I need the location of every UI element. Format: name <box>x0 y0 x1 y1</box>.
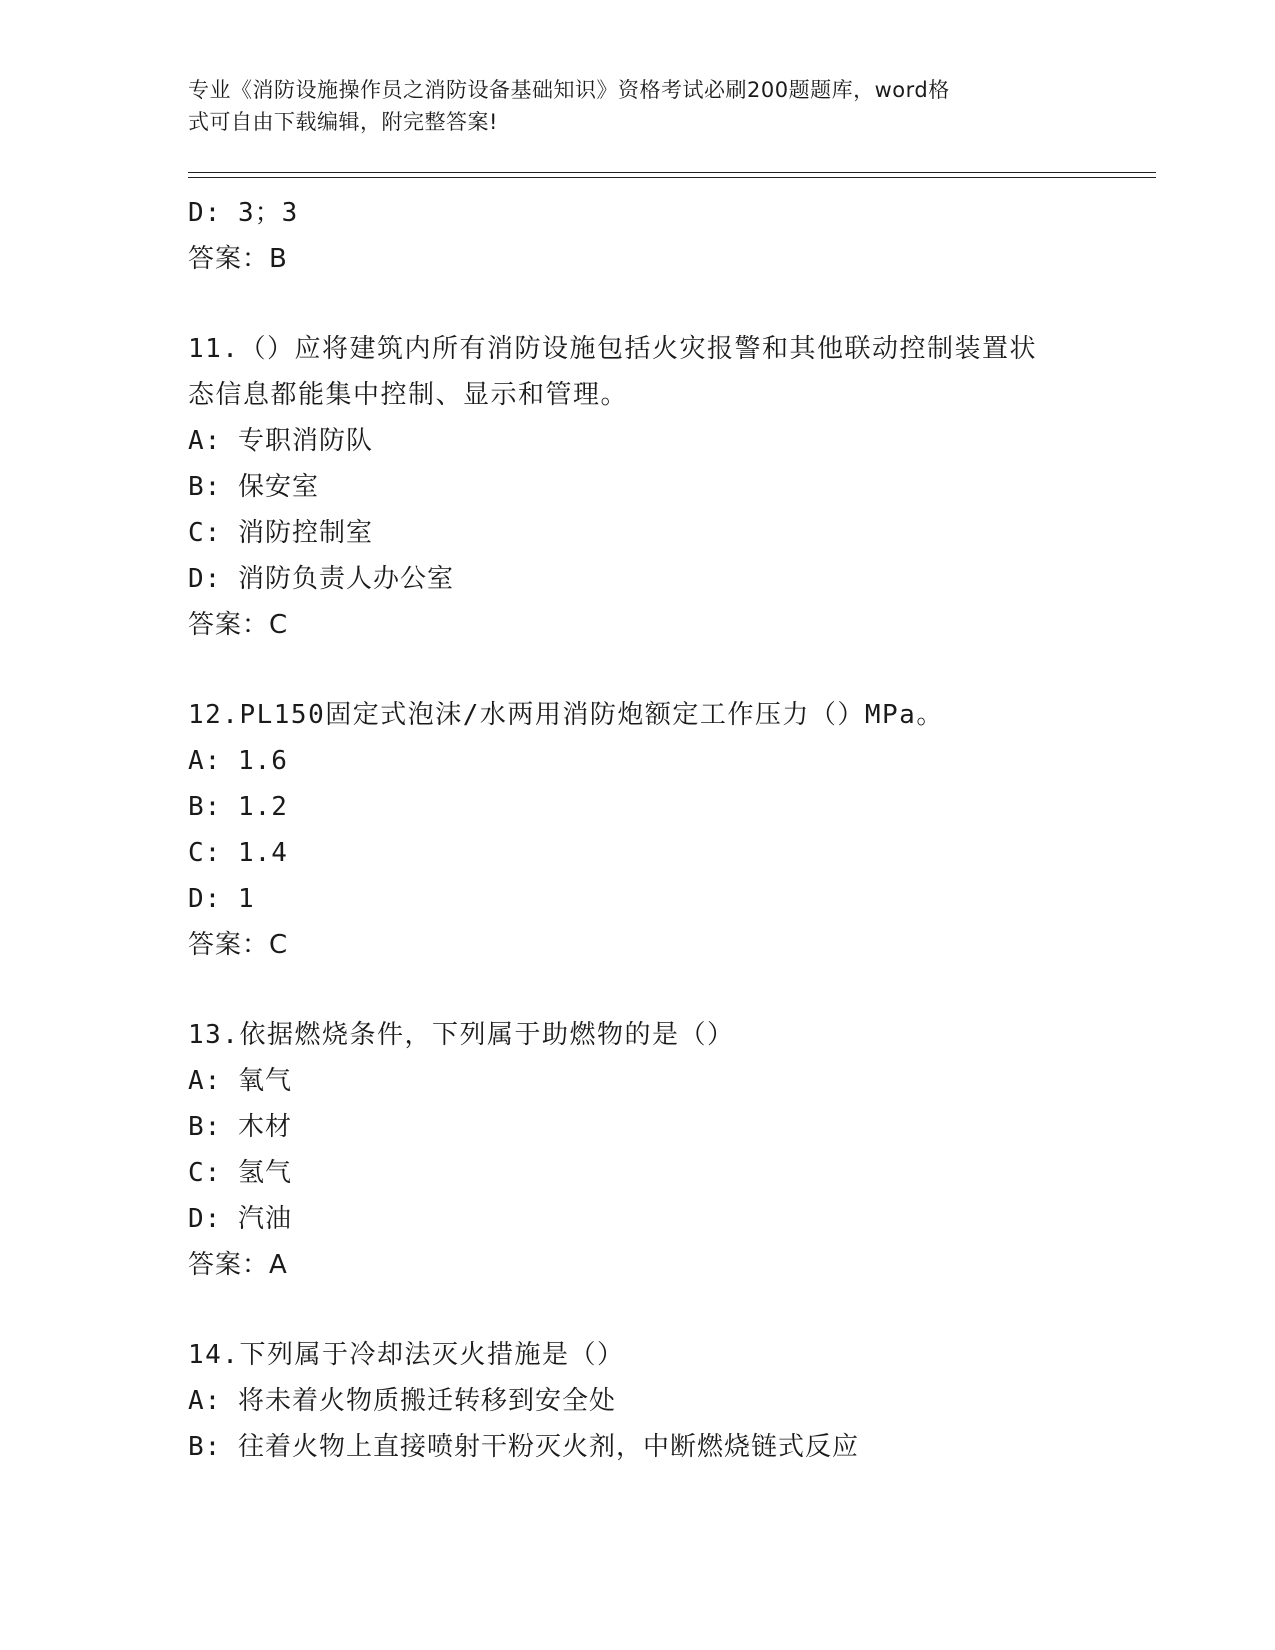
header-rule-bottom <box>188 177 1156 178</box>
q12-option-d: D: 1 <box>188 884 255 914</box>
question-14 <box>188 1332 1108 1470</box>
q12-option-b: B: 1.2 <box>188 792 288 822</box>
question-13 <box>188 1012 1108 1288</box>
q11-option-c: C: 消防控制室 <box>188 518 373 548</box>
document-header <box>188 74 1068 138</box>
spacer <box>188 282 1108 326</box>
q10-option-d: D: 3；3 <box>188 198 299 228</box>
q11-option-d: D: 消防负责人办公室 <box>188 564 454 594</box>
q12-option-a: A: 1.6 <box>188 746 288 776</box>
q13-answer: 答案：A <box>188 1250 288 1280</box>
question-content <box>188 190 1108 1470</box>
q12-text: 12.PL150固定式泡沫/水两用消防炮额定工作压力（）MPa。 <box>188 700 944 730</box>
q13-option-b: B: 木材 <box>188 1112 292 1142</box>
header-rule-top <box>188 172 1156 173</box>
q11-option-b: B: 保安室 <box>188 472 319 502</box>
q13-text: 13.依据燃烧条件，下列属于助燃物的是（） <box>188 1020 735 1050</box>
question-11 <box>188 326 1108 648</box>
spacer <box>188 1288 1108 1332</box>
q12-option-c: C: 1.4 <box>188 838 288 868</box>
q11-answer: 答案：C <box>188 610 289 640</box>
q11-text-line-2: 态信息都能集中控制、显示和管理。 <box>188 380 629 410</box>
q14-option-a: A: 将未着火物质搬迁转移到安全处 <box>188 1386 616 1416</box>
spacer <box>188 648 1108 692</box>
q12-answer: 答案：C <box>188 930 289 960</box>
q14-text: 14.下列属于冷却法灭火措施是（） <box>188 1340 625 1370</box>
q11-option-a: A: 专职消防队 <box>188 426 373 456</box>
q10-answer: 答案：B <box>188 244 288 274</box>
q13-option-d: D: 汽油 <box>188 1204 292 1234</box>
q13-option-a: A: 氧气 <box>188 1066 292 1096</box>
question-12 <box>188 692 1108 968</box>
q13-option-c: C: 氢气 <box>188 1158 292 1188</box>
q11-text-line-1: 11.（）应将建筑内所有消防设施包括火灾报警和其他联动控制装置状 <box>188 334 1037 364</box>
header-line-1: 专业《消防设施操作员之消防设备基础知识》资格考试必刷200题题库，word格 <box>188 78 950 102</box>
q14-option-b: B: 往着火物上直接喷射干粉灭火剂，中断燃烧链式反应 <box>188 1432 859 1462</box>
spacer <box>188 968 1108 1012</box>
header-line-2: 式可自由下载编辑，附完整答案! <box>188 110 498 134</box>
